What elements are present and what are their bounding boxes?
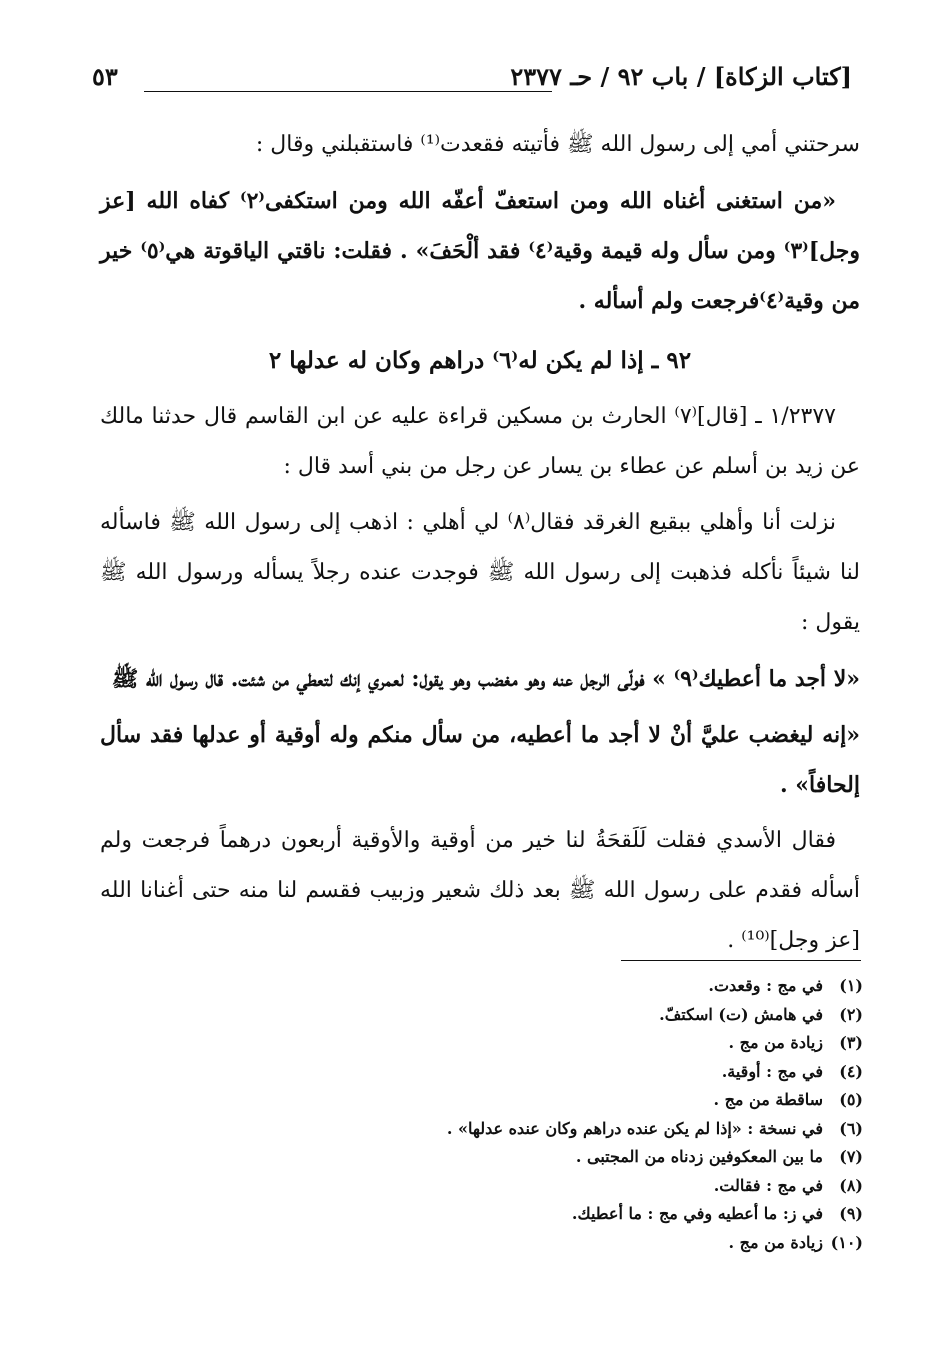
footnote-text: في هامش (ت) اسكتفّ. xyxy=(659,1004,823,1024)
page-number: ٥٣ xyxy=(92,62,118,91)
paragraph-2: «من استغنى أغناه الله ومن استعفّ أعفّه الله ومن استكفى⁽٢⁾ كفاه الله [عز وجل]⁽٣⁾ ومن سأل وله قيمة وقية⁽٤⁾ فقد ألْحَفَ» . فقلت: ناقتي الياقوتة هي⁽٥⁾ خير من وقية⁽٤⁾فرجعت ولم أسأله . xyxy=(100,188,860,314)
footnote-number: (٢) xyxy=(839,1004,863,1024)
running-title: [كتاب الزكاة] / باب ٩٢ / حـ ٢٣٧٧ xyxy=(510,62,852,91)
paragraph-1: سرحتني أمي إلى رسول الله ﷺ فأتيته فقعدت⁽¹⁾ فاستقبلني وقال : xyxy=(255,132,860,157)
main-text xyxy=(100,120,860,972)
paragraph-4: نزلت أنا وأهلي ببقيع الغرقد فقال⁽٨⁾ لي أهلي : اذهب إلى رسول الله ﷺ فاسأله لنا شيئاً نأكله فذهبت إلى رسول الله ﷺ فوجدت عنده رجلاً يسأله ورسول الله ﷺ يقول : xyxy=(100,510,860,635)
paragraph-6: «إنه ليغضب عليَّ أنْ لا أجد ما أعطيه، من سأل منكم وله أوقية أو عدلها فقد سأل إلحافاً» . xyxy=(100,722,860,798)
footnote-text: في ز: ما أعطيه وفي مج : ما أعطيك. xyxy=(571,1204,823,1223)
footnote-1 xyxy=(103,972,863,1001)
footnote-8 xyxy=(103,1172,863,1201)
footnote-10 xyxy=(103,1229,863,1258)
footnote-5 xyxy=(103,1086,863,1115)
footnote-text: زيادة من مج . xyxy=(728,1232,823,1252)
footnote-9 xyxy=(103,1200,863,1229)
footnote-number: (٧) xyxy=(839,1147,863,1166)
page-header xyxy=(92,62,852,104)
footnote-text: في نسخة : «إذا لم يكن عنده دراهم وكان عنده عدلها» . xyxy=(446,1118,823,1138)
footnote-rule xyxy=(621,960,861,961)
footnote-number: (٣) xyxy=(839,1033,863,1052)
header-rule xyxy=(144,91,552,92)
footnote-text: ما بين المعكوفين زدناه من المجتبى . xyxy=(575,1147,823,1166)
footnote-number: (٤) xyxy=(839,1061,863,1081)
footnote-number: (١) xyxy=(839,976,863,995)
footnote-text: في مج : أوقية. xyxy=(721,1061,823,1081)
paragraph-7: فقال الأسدي فقلت لَلَقحَةُ لنا خير من أوقية والأوقية أربعون درهماً فرجعت ولم أسأله فقدم على رسول الله ﷺ بعد ذلك شعير وزبيب فقسم لنا منه حتى أغنانا الله [عز وجل]⁽¹⁰⁾ . xyxy=(100,828,860,953)
footnote-4 xyxy=(103,1058,863,1087)
paragraph-5: «لا أجد ما أعطيك⁽٩⁾ » فولّى الرجل عنه وهو مغضب وهو يقول: لعمري إنك لتعطي من شئت. قال رسول الله ﷺ xyxy=(111,666,860,692)
footnote-number: (٨) xyxy=(839,1175,863,1195)
footnote-number: (٩) xyxy=(839,1204,863,1223)
footnotes xyxy=(103,972,863,1257)
footnote-text: في مج : فقالت. xyxy=(713,1175,823,1195)
footnote-text: زيادة من مج . xyxy=(728,1033,823,1052)
footnote-6 xyxy=(103,1115,863,1144)
footnote-text: في مج : وقعدت. xyxy=(708,976,823,995)
footnote-text: ساقطة من مج . xyxy=(713,1090,823,1109)
chapter-heading: ٩٢ ـ إذا لم يكن له⁽٦⁾ دراهم وكان له عدلها ٢ xyxy=(268,347,692,374)
paragraph-3: ١/٢٣٧٧ ـ [قال]⁽٧⁾ الحارث بن مسكين قراءة عليه عن ابن القاسم قال حدثنا مالك عن زيد بن أسلم عن عطاء بن يسار عن رجل من بني أسد قال : xyxy=(100,404,860,479)
footnote-number: (٥) xyxy=(839,1090,863,1109)
footnote-3 xyxy=(103,1029,863,1058)
footnote-number: (١٠) xyxy=(830,1232,863,1252)
footnote-7 xyxy=(103,1143,863,1172)
footnote-number: (٦) xyxy=(839,1118,863,1138)
footnote-2 xyxy=(103,1001,863,1030)
